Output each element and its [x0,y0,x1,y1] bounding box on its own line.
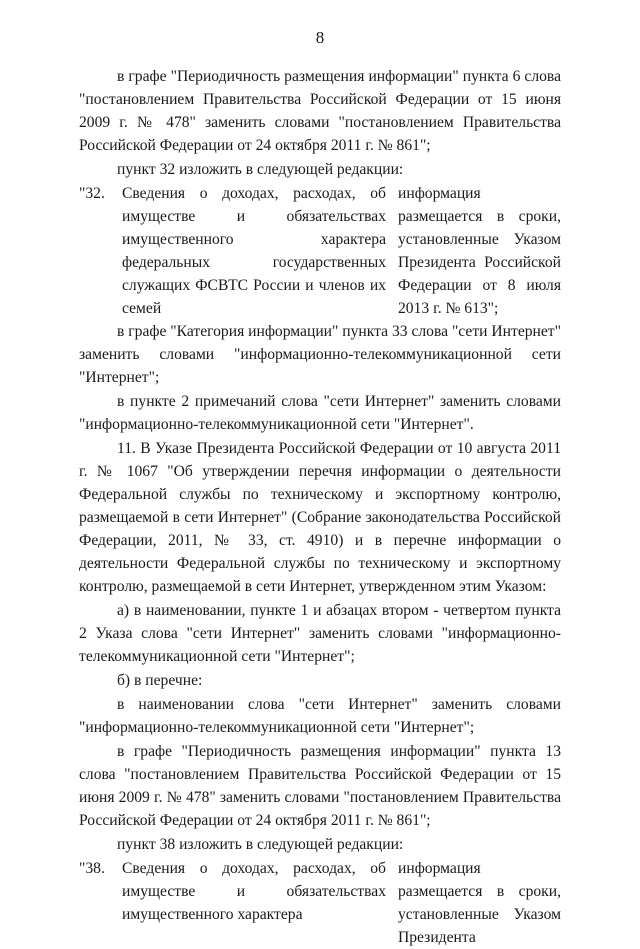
paragraph: б) в перечне: [117,672,203,689]
paragraph: а) в наименовании, пункте 1 и абзацах втором - четвертом пункта 2 Указа слова "сети Интернет" заменить словами "информационно-телекоммуникационной сети "Интернет"; [79,602,561,665]
paragraph: в графе "Периодичность размещения информации" пункта 6 слова "постановлением Правительства Российской Федерации от 15 июня 2009 г. № 478" заменить словами "постановлением Правительства Российской Федерации от 24 октября 2011 г. № 861"; [79,68,561,154]
row-periodicity: информация размещается в сроки, установленные Указом Президента Российской Федерации от 8 июля 2013 г. № 613"; [398,185,561,317]
paragraph: в графе "Категория информации" пункта 33 слова "сети Интернет" заменить словами "информационно-телекоммуникационной сети "Интернет"; [79,323,561,386]
page-number: 8 [315,28,325,47]
row-periodicity: информация размещается в сроки, установленные Указом Президента [398,860,561,946]
row-info-name: Сведения о доходах, расходах, об имуществе и обязательствах имущественного характера федеральных государственных служащих ФСВТС России и членов их семей [122,185,386,317]
paragraph: в пункте 2 примечаний слова "сети Интернет" заменить словами "информационно-телекоммуникационной сети "Интернет". [79,393,561,433]
paragraph: в графе "Периодичность размещения информации" пункта 13 слова "постановлением Правительства Российской Федерации от 15 июня 2009 г. № 478" заменить словами "постановлением Правительства Российской Федерации от 24 октября 2011 г. № 861"; [79,743,561,829]
table-row [79,182,561,320]
row-info-name: Сведения о доходах, расходах, об имуществе и обязательствах имущественного характера [122,860,386,923]
row-number: "32. [79,185,105,202]
paragraph: пункт 38 изложить в следующей редакции: [117,836,404,853]
table-row [79,857,561,949]
paragraph: в наименовании слова "сети Интернет" заменить словами "информационно-телекоммуникационной сети "Интернет"; [79,696,561,736]
paragraph: пункт 32 изложить в следующей редакции: [117,161,404,178]
document-body [79,65,561,949]
row-number: "38. [79,860,105,877]
paragraph: 11. В Указе Президента Российской Федерации от 10 августа 2011 г. № 1067 "Об утверждении перечня информации о деятельности Федеральной службы по техническому и экспортному контролю, размещаемой в сети Интернет" (Собрание законодательства Российской Федерации, 2011, № 33, ст. 4910) и в перечне информации о деятельности Федеральной службы по техническому и экспортному контролю, размещаемой в сети Интернет, утвержденном этим Указом: [79,440,561,595]
